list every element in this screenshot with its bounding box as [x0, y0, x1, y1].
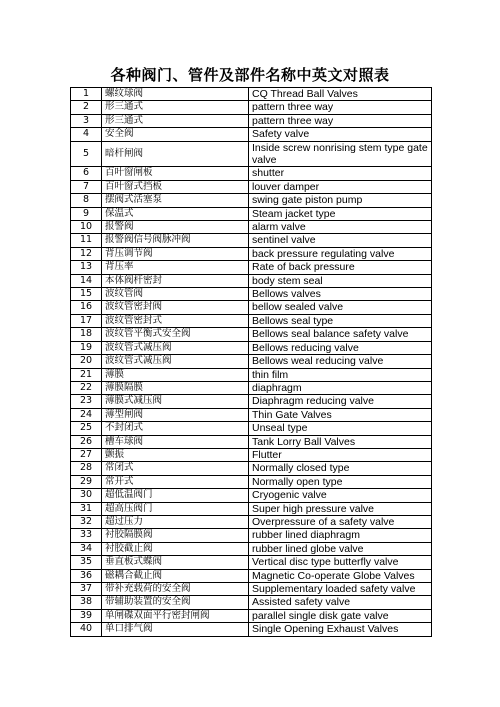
chinese-name: 槽车球阀 [102, 435, 249, 448]
chinese-name: 百叶窗闸板 [102, 167, 249, 180]
english-name: Supplementary loaded safety valve [249, 583, 432, 596]
row-number: 10 [71, 221, 102, 234]
row-number: 22 [71, 381, 102, 394]
table-row [71, 261, 432, 274]
table-row [71, 234, 432, 247]
chinese-name: 报警阀信号阀脉冲阀 [102, 234, 249, 247]
chinese-name: 常开式 [102, 475, 249, 488]
table-row [71, 88, 432, 101]
row-number: 25 [71, 422, 102, 435]
english-name: Normally closed type [249, 462, 432, 475]
english-name: Tank Lorry Ball Valves [249, 435, 432, 448]
english-name: alarm valve [249, 221, 432, 234]
table-row [71, 301, 432, 314]
english-name: pattern three way [249, 101, 432, 114]
table-row [71, 515, 432, 528]
chinese-name: 波纹管式减压阀 [102, 355, 249, 368]
row-number: 24 [71, 408, 102, 421]
table-row [71, 221, 432, 234]
chinese-name: 本体阀杆密封 [102, 274, 249, 287]
english-name: pattern three way [249, 114, 432, 127]
table-row [71, 314, 432, 327]
table-row [71, 435, 432, 448]
english-name: shutter [249, 167, 432, 180]
glossary-table-body [71, 88, 432, 637]
table-row [71, 194, 432, 207]
english-name: Single Opening Exhaust Valves [249, 623, 432, 636]
chinese-name: 衬胶隔膜阀 [102, 529, 249, 542]
row-number: 9 [71, 207, 102, 220]
chinese-name: 薄膜隔膜 [102, 381, 249, 394]
table-row [71, 381, 432, 394]
row-number: 5 [71, 141, 102, 167]
chinese-name: 带辅助装置的安全阀 [102, 596, 249, 609]
row-number: 4 [71, 128, 102, 141]
english-name: louver damper [249, 180, 432, 193]
english-name: back pressure regulating valve [249, 247, 432, 260]
table-row [71, 583, 432, 596]
table-row [71, 596, 432, 609]
row-number: 38 [71, 596, 102, 609]
table-row [71, 556, 432, 569]
row-number: 35 [71, 556, 102, 569]
chinese-name: 不封闭式 [102, 422, 249, 435]
english-name: body stem seal [249, 274, 432, 287]
english-name: Diaphragm reducing valve [249, 395, 432, 408]
row-number: 14 [71, 274, 102, 287]
table-row [71, 475, 432, 488]
table-row [71, 328, 432, 341]
table-row [71, 462, 432, 475]
row-number: 16 [71, 301, 102, 314]
row-number: 34 [71, 542, 102, 555]
chinese-name: 摆阀式活塞泵 [102, 194, 249, 207]
table-row [71, 502, 432, 515]
table-row [71, 288, 432, 301]
chinese-name: 单口排气阀 [102, 623, 249, 636]
row-number: 17 [71, 314, 102, 327]
chinese-name: 波纹管密封阀 [102, 301, 249, 314]
chinese-name: 磁耦合截止阀 [102, 569, 249, 582]
table-row [71, 408, 432, 421]
row-number: 15 [71, 288, 102, 301]
row-number: 28 [71, 462, 102, 475]
english-name: Assisted safety valve [249, 596, 432, 609]
chinese-name: 单闸碟双面平行密封闸阀 [102, 609, 249, 622]
chinese-name: 螺纹球阀 [102, 88, 249, 101]
english-name: Safety valve [249, 128, 432, 141]
row-number: 37 [71, 583, 102, 596]
english-name: Vertical disc type butterfly valve [249, 556, 432, 569]
row-number: 29 [71, 475, 102, 488]
chinese-name: 超低温阀门 [102, 489, 249, 502]
english-name: parallel single disk gate valve [249, 609, 432, 622]
english-name: Overpressure of a safety valve [249, 515, 432, 528]
english-name: Normally open type [249, 475, 432, 488]
english-name: Steam jacket type [249, 207, 432, 220]
english-name: rubber lined diaphragm [249, 529, 432, 542]
chinese-name: 暗杆闸阀 [102, 141, 249, 167]
chinese-name: 垂直板式蝶阀 [102, 556, 249, 569]
row-number: 18 [71, 328, 102, 341]
chinese-name: 安全阀 [102, 128, 249, 141]
english-name: sentinel valve [249, 234, 432, 247]
table-row [71, 422, 432, 435]
table-row [71, 529, 432, 542]
chinese-name: 波纹管密封式 [102, 314, 249, 327]
table-row [71, 141, 432, 167]
english-name: Bellows seal type [249, 314, 432, 327]
english-name: Unseal type [249, 422, 432, 435]
english-name: Flutter [249, 448, 432, 461]
chinese-name: 背压率 [102, 261, 249, 274]
chinese-name: 背压调节阀 [102, 247, 249, 260]
english-name: Bellows reducing valve [249, 341, 432, 354]
english-name: bellow sealed valve [249, 301, 432, 314]
table-row [71, 114, 432, 127]
english-name: CQ Thread Ball Valves [249, 88, 432, 101]
chinese-name: 百叶窗式挡板 [102, 180, 249, 193]
row-number: 11 [71, 234, 102, 247]
chinese-name: 超过压力 [102, 515, 249, 528]
row-number: 12 [71, 247, 102, 260]
english-name: rubber lined globe valve [249, 542, 432, 555]
table-row [71, 448, 432, 461]
table-row [71, 101, 432, 114]
table-row [71, 207, 432, 220]
chinese-name: 报警阀 [102, 221, 249, 234]
table-row [71, 247, 432, 260]
table-row [71, 395, 432, 408]
row-number: 21 [71, 368, 102, 381]
english-name: Bellows valves [249, 288, 432, 301]
chinese-name: 薄型闸阀 [102, 408, 249, 421]
table-row [71, 609, 432, 622]
row-number: 2 [71, 101, 102, 114]
row-number: 39 [71, 609, 102, 622]
english-name: Inside screw nonrising stem type gate valve [249, 141, 432, 167]
row-number: 31 [71, 502, 102, 515]
chinese-name: 波纹管式减压阀 [102, 341, 249, 354]
row-number: 30 [71, 489, 102, 502]
table-row [71, 368, 432, 381]
english-name: diaphragm [249, 381, 432, 394]
table-row [71, 569, 432, 582]
chinese-name: 衬胶截止阀 [102, 542, 249, 555]
row-number: 26 [71, 435, 102, 448]
page-title: 各种阀门、管件及部件名称中英文对照表 [110, 66, 390, 84]
english-name: swing gate piston pump [249, 194, 432, 207]
chinese-name: 形三通式 [102, 101, 249, 114]
row-number: 6 [71, 167, 102, 180]
english-name: Bellows weal reducing valve [249, 355, 432, 368]
table-row [71, 167, 432, 180]
english-name: Magnetic Co-operate Globe Valves [249, 569, 432, 582]
row-number: 20 [71, 355, 102, 368]
chinese-name: 颤振 [102, 448, 249, 461]
english-name: Super high pressure valve [249, 502, 432, 515]
chinese-name: 超高压阀门 [102, 502, 249, 515]
table-row [71, 623, 432, 636]
chinese-name: 常闭式 [102, 462, 249, 475]
row-number: 33 [71, 529, 102, 542]
english-name: thin film [249, 368, 432, 381]
chinese-name: 带补充载荷的安全阀 [102, 583, 249, 596]
english-name: Thin Gate Valves [249, 408, 432, 421]
row-number: 32 [71, 515, 102, 528]
table-row [71, 489, 432, 502]
chinese-name: 形三通式 [102, 114, 249, 127]
table-row [71, 128, 432, 141]
table-row [71, 274, 432, 287]
table-row [71, 355, 432, 368]
row-number: 7 [71, 180, 102, 193]
row-number: 8 [71, 194, 102, 207]
table-row [71, 341, 432, 354]
english-name: Rate of back pressure [249, 261, 432, 274]
row-number: 1 [71, 88, 102, 101]
chinese-name: 波纹管阀 [102, 288, 249, 301]
chinese-name: 波纹管平衡式安全阀 [102, 328, 249, 341]
english-name: Cryogenic valve [249, 489, 432, 502]
row-number: 13 [71, 261, 102, 274]
row-number: 40 [71, 623, 102, 636]
chinese-name: 薄膜式减压阀 [102, 395, 249, 408]
row-number: 36 [71, 569, 102, 582]
row-number: 19 [71, 341, 102, 354]
row-number: 3 [71, 114, 102, 127]
glossary-table [70, 87, 432, 637]
row-number: 27 [71, 448, 102, 461]
table-row [71, 542, 432, 555]
chinese-name: 薄膜 [102, 368, 249, 381]
row-number: 23 [71, 395, 102, 408]
english-name: Bellows seal balance safety valve [249, 328, 432, 341]
chinese-name: 保温式 [102, 207, 249, 220]
table-row [71, 180, 432, 193]
